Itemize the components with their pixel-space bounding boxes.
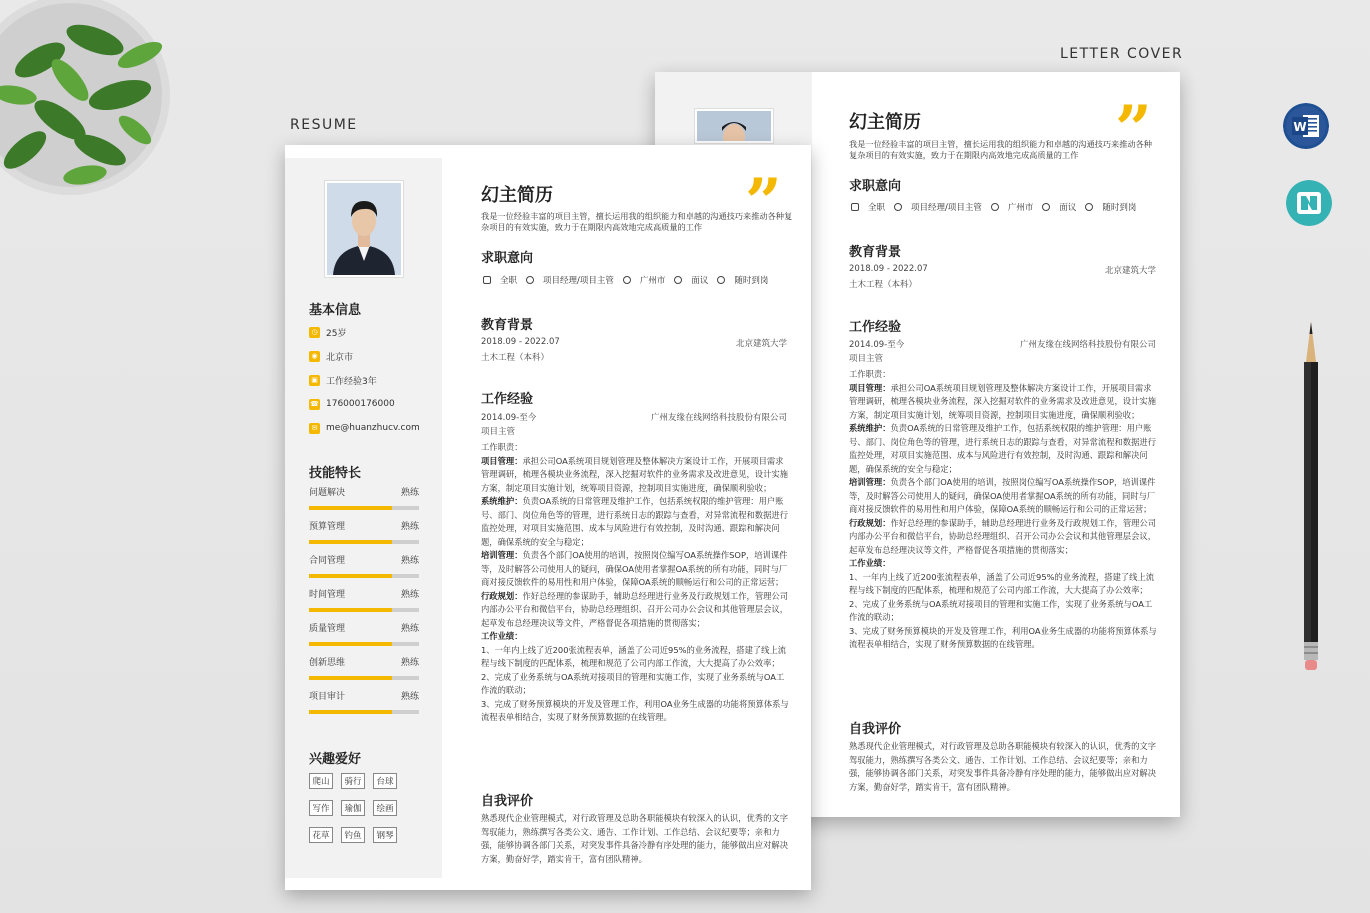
- basic-info-heading: 基本信息: [309, 303, 362, 318]
- hobby-tag: 钓鱼: [341, 827, 365, 843]
- skill-bar-fill: [309, 608, 392, 612]
- location-icon: ◉: [309, 351, 320, 362]
- calendar-icon: [851, 203, 859, 211]
- skill-name: 创新思维: [309, 658, 346, 668]
- money-icon: [674, 276, 682, 284]
- back-photo: [695, 109, 773, 143]
- skill-item: [309, 621, 419, 646]
- calendar-icon: [483, 276, 491, 284]
- back-work-heading: 工作经验: [849, 320, 902, 335]
- skill-level: 熟练: [400, 658, 419, 668]
- edu-period: 2018.09 - 2022.07: [481, 337, 560, 347]
- work-period: 2014.09-至今: [481, 413, 537, 423]
- skill-name: 时间管理: [309, 590, 346, 600]
- clock-icon: [1085, 203, 1093, 211]
- resume-label: RESUME: [290, 117, 358, 133]
- info-city: ◉ 北京市: [309, 349, 353, 363]
- letter-cover-label: LETTER COVER: [1060, 46, 1184, 62]
- work-company: 广州友缘在线网络科技股份有限公司: [650, 413, 787, 423]
- sidebar: [285, 158, 442, 878]
- hobby-tag: 绘画: [373, 800, 397, 816]
- hobbies-heading: 兴趣爱好: [309, 752, 362, 767]
- word-icon[interactable]: [1283, 103, 1329, 149]
- skill-bar-fill: [309, 540, 392, 544]
- svg-text:W: W: [1293, 120, 1307, 134]
- back-intent-row: 全职 项目经理/项目主管 广州市 面议 随时到岗: [851, 201, 1145, 213]
- pencil-icon: [1298, 322, 1324, 674]
- skill-level: 熟练: [400, 556, 419, 566]
- skill-bar: [309, 676, 419, 680]
- skills-heading: 技能特长: [309, 466, 362, 481]
- back-work-body: 工作职责： 项目管理：承担公司OA系统项目规划管理及整体解决方案设计工作，开展项目需求管理调研，梳理各模块业务流程，深入挖掘对软件的业务需求及改进意见，设计实施方案，制定项目实施计划，统筹项目资源，控制项目实施进度，确保顺利验收； 系统维护：负责OA系统的日常管理及维护工作，包括系统权限的维护管理：用户账号、部门、岗位角色等的管理，进行系统日志的跟踪与查看，对异常流程和数据进行监控处理，对项目实施范围、成本与风险进行有效控制，及时沟通、跟踪和解决问题，确保系统的安全与稳定； 培训管理：负责各个部门OA使用的培训，按照岗位编写OA系统操作SOP，培训课件等，及时解答公司使用人的疑问，确保OA使用者掌握OA系统的所有功能，同时与厂商对接反馈软件的易用性和用户体验，保障OA系统的顺畅运行和公司的正常运营； 行政规划：作好总经理的参谋助手，辅助总经理进行业务及行政规划工作，管理公司内部办公平台和微信平台，协助总经理组织、召开公司办公会议和其他管理层会议，起草发布总经理决议等文件，严格督促各项措施的贯彻落实； 工作业绩： 1、一年内上线了近200张流程表单，涵盖了公司近95%的业务流程，搭建了线上流程与线下制度的匹配体系，梳理和规范了公司内部工作流，大大提高了办公效率； 2、完成了业务系统与OA系统对接项目的管理和实施工作，实现了业务系统与OA工作流的联动； 3、完成了财务预算模块的开发及管理工作，利用OA业务生成器的功能将预算体系与流程表单相结合，实现了财务预算数据的在线管理。: [849, 369, 1157, 649]
- back-edu-period: 2018.09 - 2022.07: [849, 264, 928, 274]
- skill-level: 熟练: [400, 488, 419, 498]
- skill-bar-fill: [309, 676, 392, 680]
- intent-heading: 求职意向: [481, 251, 534, 266]
- age-icon: ◷: [309, 327, 320, 338]
- phone-icon: ☎: [310, 399, 319, 408]
- skill-bar: [309, 642, 419, 646]
- location-icon: [991, 203, 999, 211]
- back-work-title: 项目主管: [849, 354, 884, 364]
- skill-name: 预算管理: [309, 522, 346, 532]
- skill-item: [309, 655, 419, 680]
- back-quote-icon: ”: [1115, 92, 1152, 167]
- info-experience: ▣ 工作经验3年: [309, 373, 377, 387]
- skill-bar-fill: [309, 642, 392, 646]
- skill-bar-fill: [309, 574, 392, 578]
- skill-name: 项目审计: [309, 692, 346, 702]
- work-heading: 工作经验: [481, 392, 534, 407]
- skill-item: [309, 553, 419, 578]
- briefcase-icon: ▣: [309, 375, 320, 386]
- skill-bar: [309, 608, 419, 612]
- skill-item: [309, 485, 419, 510]
- hobby-tag: 写作: [309, 800, 333, 816]
- education-heading: 教育背景: [481, 318, 534, 333]
- avatar: [325, 181, 403, 277]
- skill-name: 质量管理: [309, 624, 346, 634]
- back-edu-major: 土木工程（本科）: [849, 280, 918, 290]
- info-email: ✉ me@huanzhucv.com: [309, 421, 420, 435]
- back-resume-name: 幻主简历: [849, 112, 921, 133]
- skill-bar-fill: [309, 506, 392, 510]
- skill-level: 熟练: [400, 590, 419, 600]
- quote-icon: ”: [745, 165, 782, 240]
- skill-bar: [309, 710, 419, 714]
- skill-item: [309, 519, 419, 544]
- skill-level: 熟练: [400, 624, 419, 634]
- work-body: 工作职责： 项目管理：承担公司OA系统项目规划管理及整体解决方案设计工作，开展项目需求管理调研，梳理各模块业务流程，深入挖掘对软件的业务需求及改进意见，设计实施方案，制定项目实施计划，统筹项目资源，控制项目实施进度，确保顺利验收； 系统维护：负责OA系统的日常管理及维护工作，包括系统权限的维护管理：用户账号、部门、岗位角色等的管理，进行系统日志的跟踪与查看，对异常流程和数据进行监控处理，对项目实施范围、成本与风险进行有效控制，及时沟通、跟踪和解决问题，确保系统的安全与稳定； 培训管理：负责各个部门OA使用的培训，按照岗位编写OA系统操作SOP，培训课件等，及时解答公司使用人的疑问，确保OA使用者掌握OA系统的所有功能，同时与厂商对接反馈软件的易用性和用户体验，保障OA系统的顺畅运行和公司的正常运营； 行政规划：作好总经理的参谋助手，辅助总经理进行业务及行政规划工作，管理公司内部办公平台和微信平台，协助总经理组织、召开公司办公会议和其他管理层会议，起草发布总经理决议等文件，严格督促各项措施的贯彻落实； 工作业绩： 1、一年内上线了近200张流程表单，涵盖了公司近95%的业务流程，搭建了线上流程与线下制度的匹配体系，梳理和规范了公司内部工作流，大大提高了办公效率； 2、完成了业务系统与OA系统对接项目的管理和实施工作，实现了业务系统与OA工作流的联动； 3、完成了财务预算模块的开发及管理工作，利用OA业务生成器的功能将预算体系与流程表单相结合，实现了财务预算数据的在线管理。: [481, 442, 789, 722]
- person-icon: [894, 203, 902, 211]
- info-age: ◷ 25岁: [309, 325, 346, 339]
- back-summary: 我是一位经验丰富的项目主管，擅长运用我的组织能力和卓越的沟通技巧来推动各种复杂项目的有效实施，致力于在期限内高效地完成高质量的工作: [849, 139, 1152, 160]
- edu-school: 北京建筑大学: [735, 339, 787, 349]
- skill-level: 熟练: [400, 522, 419, 532]
- hobby-tag: 台球: [373, 773, 397, 789]
- back-self-eval-heading: 自我评价: [849, 722, 902, 737]
- skill-name: 问题解决: [309, 488, 346, 498]
- info-phone: ☎ 176000176000: [310, 399, 395, 409]
- skill-item: [309, 689, 419, 714]
- work-title: 项目主管: [481, 427, 516, 437]
- skill-bar-fill: [309, 710, 392, 714]
- resume-name: 幻主简历: [481, 185, 553, 206]
- intent-row: 全职 项目经理/项目主管 广州市 面议 随时到岗: [483, 274, 777, 286]
- self-eval-heading: 自我评价: [481, 794, 534, 809]
- resume-sheet: [285, 145, 811, 890]
- back-work-company: 广州友缘在线网络科技股份有限公司: [1019, 340, 1156, 350]
- back-self-eval-text: 熟悉现代企业管理模式，对行政管理及总助各职能模块有较深入的认识，优秀的文字驾驭能力，熟练撰写各类公文、通告、工作计划、工作总结、会议纪要等；亲和力强，能够协调各部门关系，对突发事件具备冷静有序处理的能力，能够做出应对解决方案，勤奋好学，踏实肯干，富有团队精神。: [849, 741, 1156, 792]
- money-icon: [1042, 203, 1050, 211]
- plant-icon: [0, 0, 175, 195]
- skill-bar: [309, 574, 419, 578]
- edu-major: 土木工程（本科）: [481, 353, 550, 363]
- hobby-tag: 骑行: [341, 773, 365, 789]
- hobby-tag: 瑜伽: [341, 800, 365, 816]
- skill-level: 熟练: [400, 692, 419, 702]
- person-icon: [526, 276, 534, 284]
- wps-icon[interactable]: [1286, 180, 1332, 226]
- skill-bar: [309, 540, 419, 544]
- hobby-tag: 钢琴: [373, 827, 397, 843]
- summary: 我是一位经验丰富的项目主管，擅长运用我的组织能力和卓越的沟通技巧来推动各种复杂项目的有效实施，致力于在期限内高效地完成高质量的工作: [481, 211, 793, 232]
- back-education-heading: 教育背景: [849, 245, 902, 260]
- back-intent-heading: 求职意向: [849, 179, 902, 194]
- skill-name: 合同管理: [309, 556, 346, 566]
- hobby-tag: 花草: [309, 827, 333, 843]
- self-eval-text: 熟悉现代企业管理模式，对行政管理及总助各职能模块有较深入的认识，优秀的文字驾驭能力，熟练撰写各类公文、通告、工作计划、工作总结、会议纪要等；亲和力强，能够协调各部门关系，对突发事件具备冷静有序处理的能力，能够做出应对解决方案，勤奋好学，踏实肯干，富有团队精神。: [481, 813, 788, 864]
- skill-bar: [309, 506, 419, 510]
- back-edu-school: 北京建筑大学: [1104, 266, 1156, 276]
- back-work-period: 2014.09-至今: [849, 340, 905, 350]
- clock-icon: [717, 276, 725, 284]
- hobby-tag: 爬山: [309, 773, 333, 789]
- location-icon: [623, 276, 631, 284]
- skill-item: [309, 587, 419, 612]
- mail-icon: ✉: [309, 423, 320, 434]
